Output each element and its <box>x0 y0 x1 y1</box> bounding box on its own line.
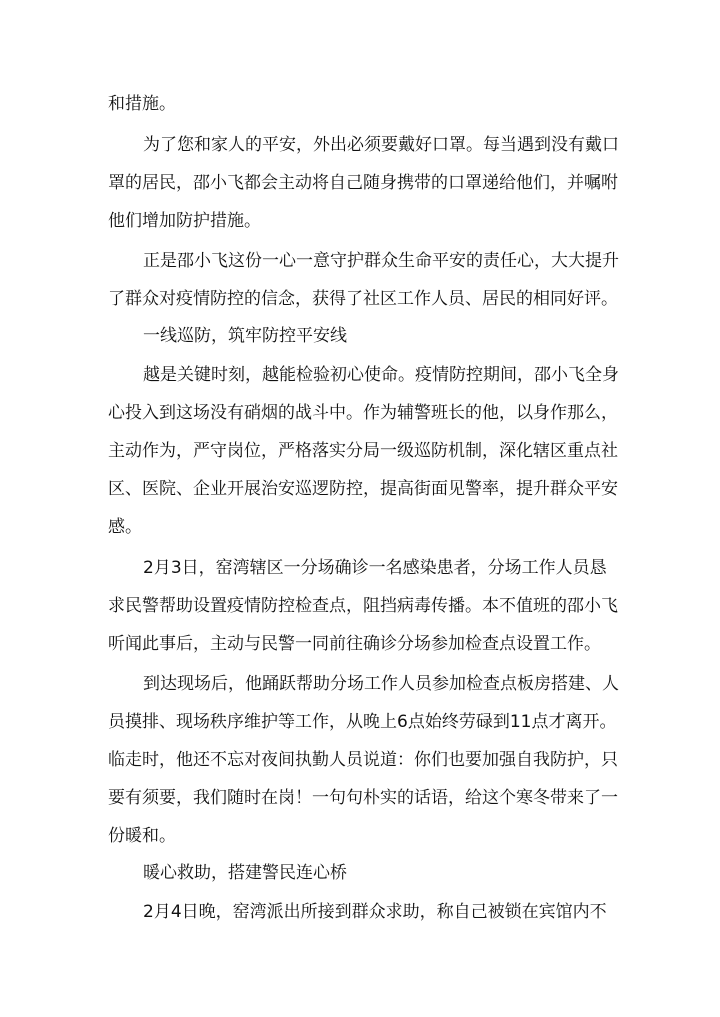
paragraph-line: 正是邵小飞这份一心一意守护群众生命平安的责任心，大大提升 <box>143 251 619 271</box>
paragraph-line: 心投入到这场没有硝烟的战斗中。作为辅警班长的他，以身作那么， <box>108 403 618 423</box>
paragraph-line: 和措施。 <box>108 94 176 114</box>
paragraph-line: 感。 <box>108 517 142 537</box>
paragraph-line: 员摸排、现场秩序维护等工作，从晚上6点始终劳碌到11点才离开。 <box>108 712 617 732</box>
paragraph-line: 2月4日晚，窑湾派出所接到群众求助，称自己被锁在宾馆内不 <box>143 902 607 922</box>
paragraph-line: 听闻此事后，主动与民警一同前往确诊分场参加检查点设置工作。 <box>108 634 601 654</box>
section-heading: 一线巡防，筑牢防控平安线 <box>143 326 347 346</box>
paragraph-line: 他们增加防护措施。 <box>108 211 261 231</box>
paragraph-line: 了群众对疫情防控的信念，获得了社区工作人员、居民的相同好评。 <box>108 289 618 309</box>
paragraph-line: 份暖和。 <box>108 826 176 846</box>
paragraph-line: 罩的居民，邵小飞都会主动将自己随身携带的口罩递给他们，并嘱咐 <box>108 173 618 193</box>
section-heading: 暖心救助，搭建警民连心桥 <box>143 863 347 883</box>
paragraph-line: 要有须要，我们随时在岗！一句句朴实的话语，给这个寒冬带来了一 <box>108 788 618 808</box>
paragraph-line: 为了您和家人的平安，外出必须要戴好口罩。每当遇到没有戴口 <box>143 135 619 155</box>
paragraph-line: 2月3日，窑湾辖区一分场确诊一名感染患者，分场工作人员恳 <box>143 558 607 578</box>
paragraph-line: 主动作为，严守岗位，严格落实分局一级巡防机制，深化辖区重点社 <box>108 441 618 461</box>
paragraph-line: 求民警帮助设置疫情防控检查点，阻挡病毒传播。本不值班的邵小飞 <box>108 596 618 616</box>
paragraph-line: 越是关键时刻，越能检验初心使命。疫情防控期间，邵小飞全身 <box>143 365 619 385</box>
paragraph-line: 区、医院、企业开展治安巡逻防控，提高街面见警率，提升群众平安 <box>108 479 618 499</box>
paragraph-line: 临走时，他还不忘对夜间执勤人员说道：你们也要加强自我防护，只 <box>108 750 618 770</box>
paragraph-line: 到达现场后，他踊跃帮助分场工作人员参加检查点板房搭建、人 <box>143 674 619 694</box>
